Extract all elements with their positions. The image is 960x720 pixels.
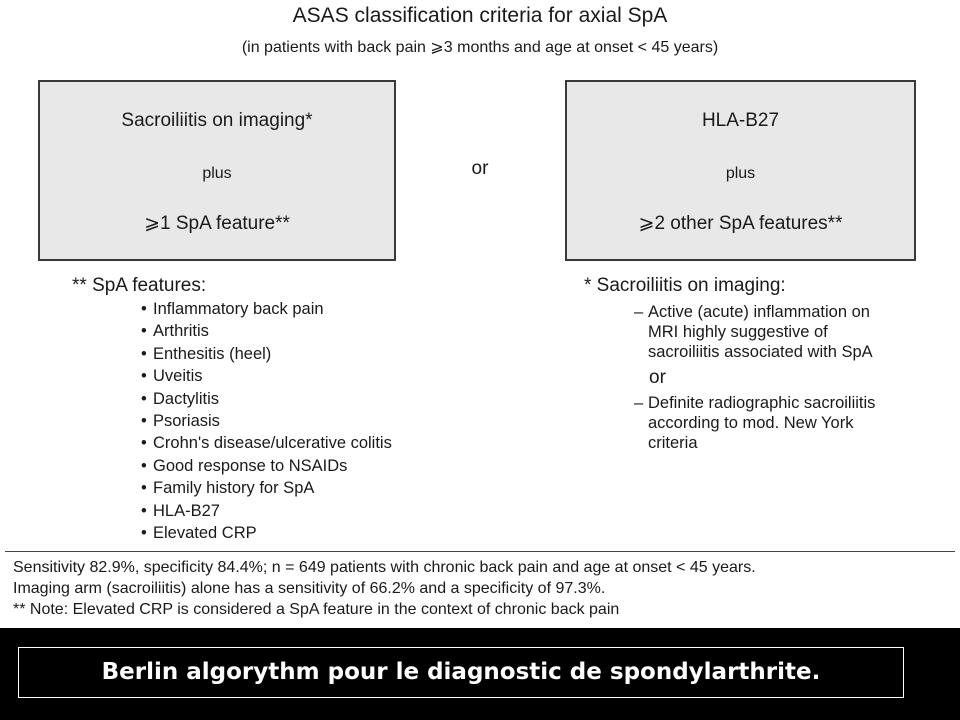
list-item: • Enthesitis (heel)	[141, 343, 392, 365]
list-item: • Family history for SpA	[141, 477, 392, 499]
clinical-arm-plus: plus	[725, 165, 756, 182]
sacroiliitis-or: or	[649, 367, 666, 388]
mri-line1: Active (acute) inflammation on	[648, 303, 870, 321]
radiographic-line2: according to mod. New York	[648, 414, 854, 432]
spa-features-heading: ** SpA features:	[72, 275, 207, 296]
list-item: • Dactylitis	[141, 388, 392, 410]
list-item: • HLA-B27	[141, 500, 392, 522]
list-item: • Crohn's disease/ulcerative colitis	[141, 432, 392, 454]
clinical-arm-box	[565, 80, 916, 261]
list-item: • Psoriasis	[141, 410, 392, 432]
diagram-title: ASAS classification criteria for axial SpA	[292, 4, 668, 27]
list-item: • Inflammatory back pain	[141, 298, 392, 320]
imaging-arm-line1: Sacroiliitis on imaging*	[121, 110, 313, 131]
mri-criterion: – Active (acute) inflammation on MRI highly suggestive of sacroiliitis associated with SpA	[634, 303, 873, 361]
imaging-arm-line3: ⩾1 SpA feature**	[144, 213, 290, 234]
sacroiliitis-heading: * Sacroiliitis on imaging:	[584, 275, 786, 296]
caption-text: Berlin algorythm pour le diagnostic de spondylarthrite.	[18, 647, 904, 698]
radiographic-line3: criteria	[648, 434, 698, 452]
or-connector: or	[471, 158, 489, 179]
mri-line2: MRI highly suggestive of	[648, 323, 828, 341]
footnote-crp-note: ** Note: Elevated CRP is considered a SpA feature in the context of chronic back pain	[13, 601, 620, 618]
footnote-divider	[5, 551, 955, 552]
list-item: • Uveitis	[141, 365, 392, 387]
spa-features-list	[141, 298, 392, 544]
footnotes	[13, 557, 756, 620]
footnote-imaging-arm: Imaging arm (sacroiliitis) alone has a sensitivity of 66.2% and a specificity of 97.3%.	[13, 580, 606, 597]
imaging-arm-plus: plus	[202, 165, 232, 182]
radiographic-criterion: – Definite radiographic sacroiliitis according to mod. New York criteria	[634, 394, 876, 452]
imaging-arm-box	[38, 80, 396, 261]
diagram-subtitle: (in patients with back pain ⩾3 months and age at onset < 45 years)	[241, 39, 719, 56]
list-item: • Arthritis	[141, 320, 392, 342]
footnote-sensitivity: Sensitivity 82.9%, specificity 84.4%; n = 649 patients with chronic back pain and age at onset < 45 years.	[13, 559, 756, 576]
clinical-arm-line3: ⩾2 other SpA features**	[638, 213, 843, 234]
list-item: • Elevated CRP	[141, 522, 392, 544]
clinical-arm-line1: HLA-B27	[701, 110, 780, 131]
list-item: • Good response to NSAIDs	[141, 455, 392, 477]
mri-line3: sacroiliitis associated with SpA	[648, 343, 873, 361]
radiographic-line1: Definite radiographic sacroiliitis	[648, 394, 876, 412]
